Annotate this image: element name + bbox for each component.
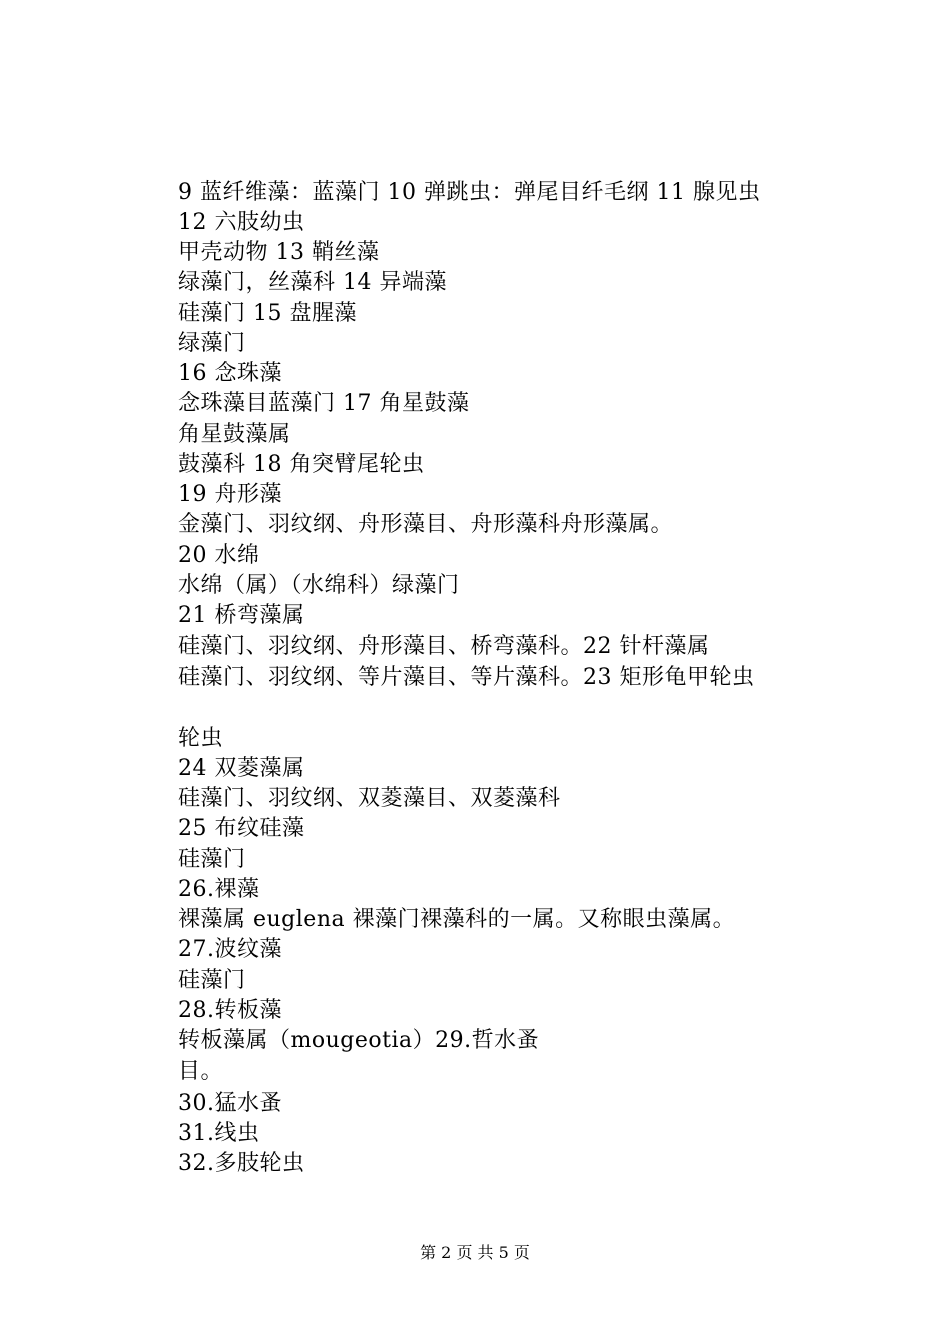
text-line-11: 19 舟形藻	[178, 482, 282, 507]
text-line-1: 9 蓝纤维藻：蓝藻门 10 弹跳虫：弹尾目纤毛纲 11 腺见虫	[178, 180, 761, 205]
text-line-24: 裸藻属 euglena 裸藻门裸藻科的一属。又称眼虫藻属。	[178, 907, 736, 932]
text-line-7: 16 念珠藻	[178, 361, 282, 386]
text-line-16: 硅藻门、羽纹纲、舟形藻目、桥弯藻科。22 针杆藻属	[178, 634, 710, 659]
page-indicator: 第 2 页 共 5 页	[420, 1243, 530, 1262]
text-line-18: 轮虫	[178, 726, 224, 751]
text-line-8: 念珠藻目蓝藻门 17 角星鼓藻	[178, 391, 470, 416]
text-line-28: 转板藻属（mougeotia）29.哲水蚤	[178, 1028, 540, 1053]
text-line-6: 绿藻门	[178, 331, 246, 356]
text-line-29: 目。	[178, 1059, 224, 1084]
text-line-25: 27.波纹藻	[178, 937, 282, 962]
text-line-19: 24 双菱藻属	[178, 756, 305, 781]
text-line-32: 32.多肢轮虫	[178, 1151, 305, 1176]
page-footer	[0, 1242, 950, 1264]
text-line-3: 甲壳动物 13 鞘丝藻	[178, 240, 380, 265]
text-line-22: 硅藻门	[178, 847, 246, 872]
text-line-21: 25 布纹硅藻	[178, 816, 305, 841]
text-line-27: 28.转板藻	[178, 998, 282, 1023]
text-line-4: 绿藻门，丝藻科 14 异端藻	[178, 270, 447, 295]
text-line-17: 硅藻门、羽纹纲、等片藻目、等片藻科。23 矩形龟甲轮虫	[178, 665, 755, 690]
text-line-5: 硅藻门 15 盘腥藻	[178, 301, 357, 326]
text-line-9: 角星鼓藻属	[178, 422, 291, 447]
text-line-20: 硅藻门、羽纹纲、双菱藻目、双菱藻科	[178, 786, 561, 811]
text-line-13: 20 水绵	[178, 543, 260, 568]
text-line-31: 31.线虫	[178, 1121, 260, 1146]
text-line-23: 26.裸藻	[178, 877, 260, 902]
text-line-14: 水绵（属）（水绵科）绿藻门	[178, 573, 460, 598]
text-line-30: 30.猛水蚤	[178, 1091, 282, 1116]
text-line-15: 21 桥弯藻属	[178, 603, 305, 628]
text-line-2: 12 六肢幼虫	[178, 210, 305, 235]
text-line-26: 硅藻门	[178, 968, 246, 993]
text-line-10: 鼓藻科 18 角突臂尾轮虫	[178, 452, 425, 477]
text-line-12: 金藻门、羽纹纲、舟形藻目、舟形藻科舟形藻属。	[178, 512, 674, 537]
